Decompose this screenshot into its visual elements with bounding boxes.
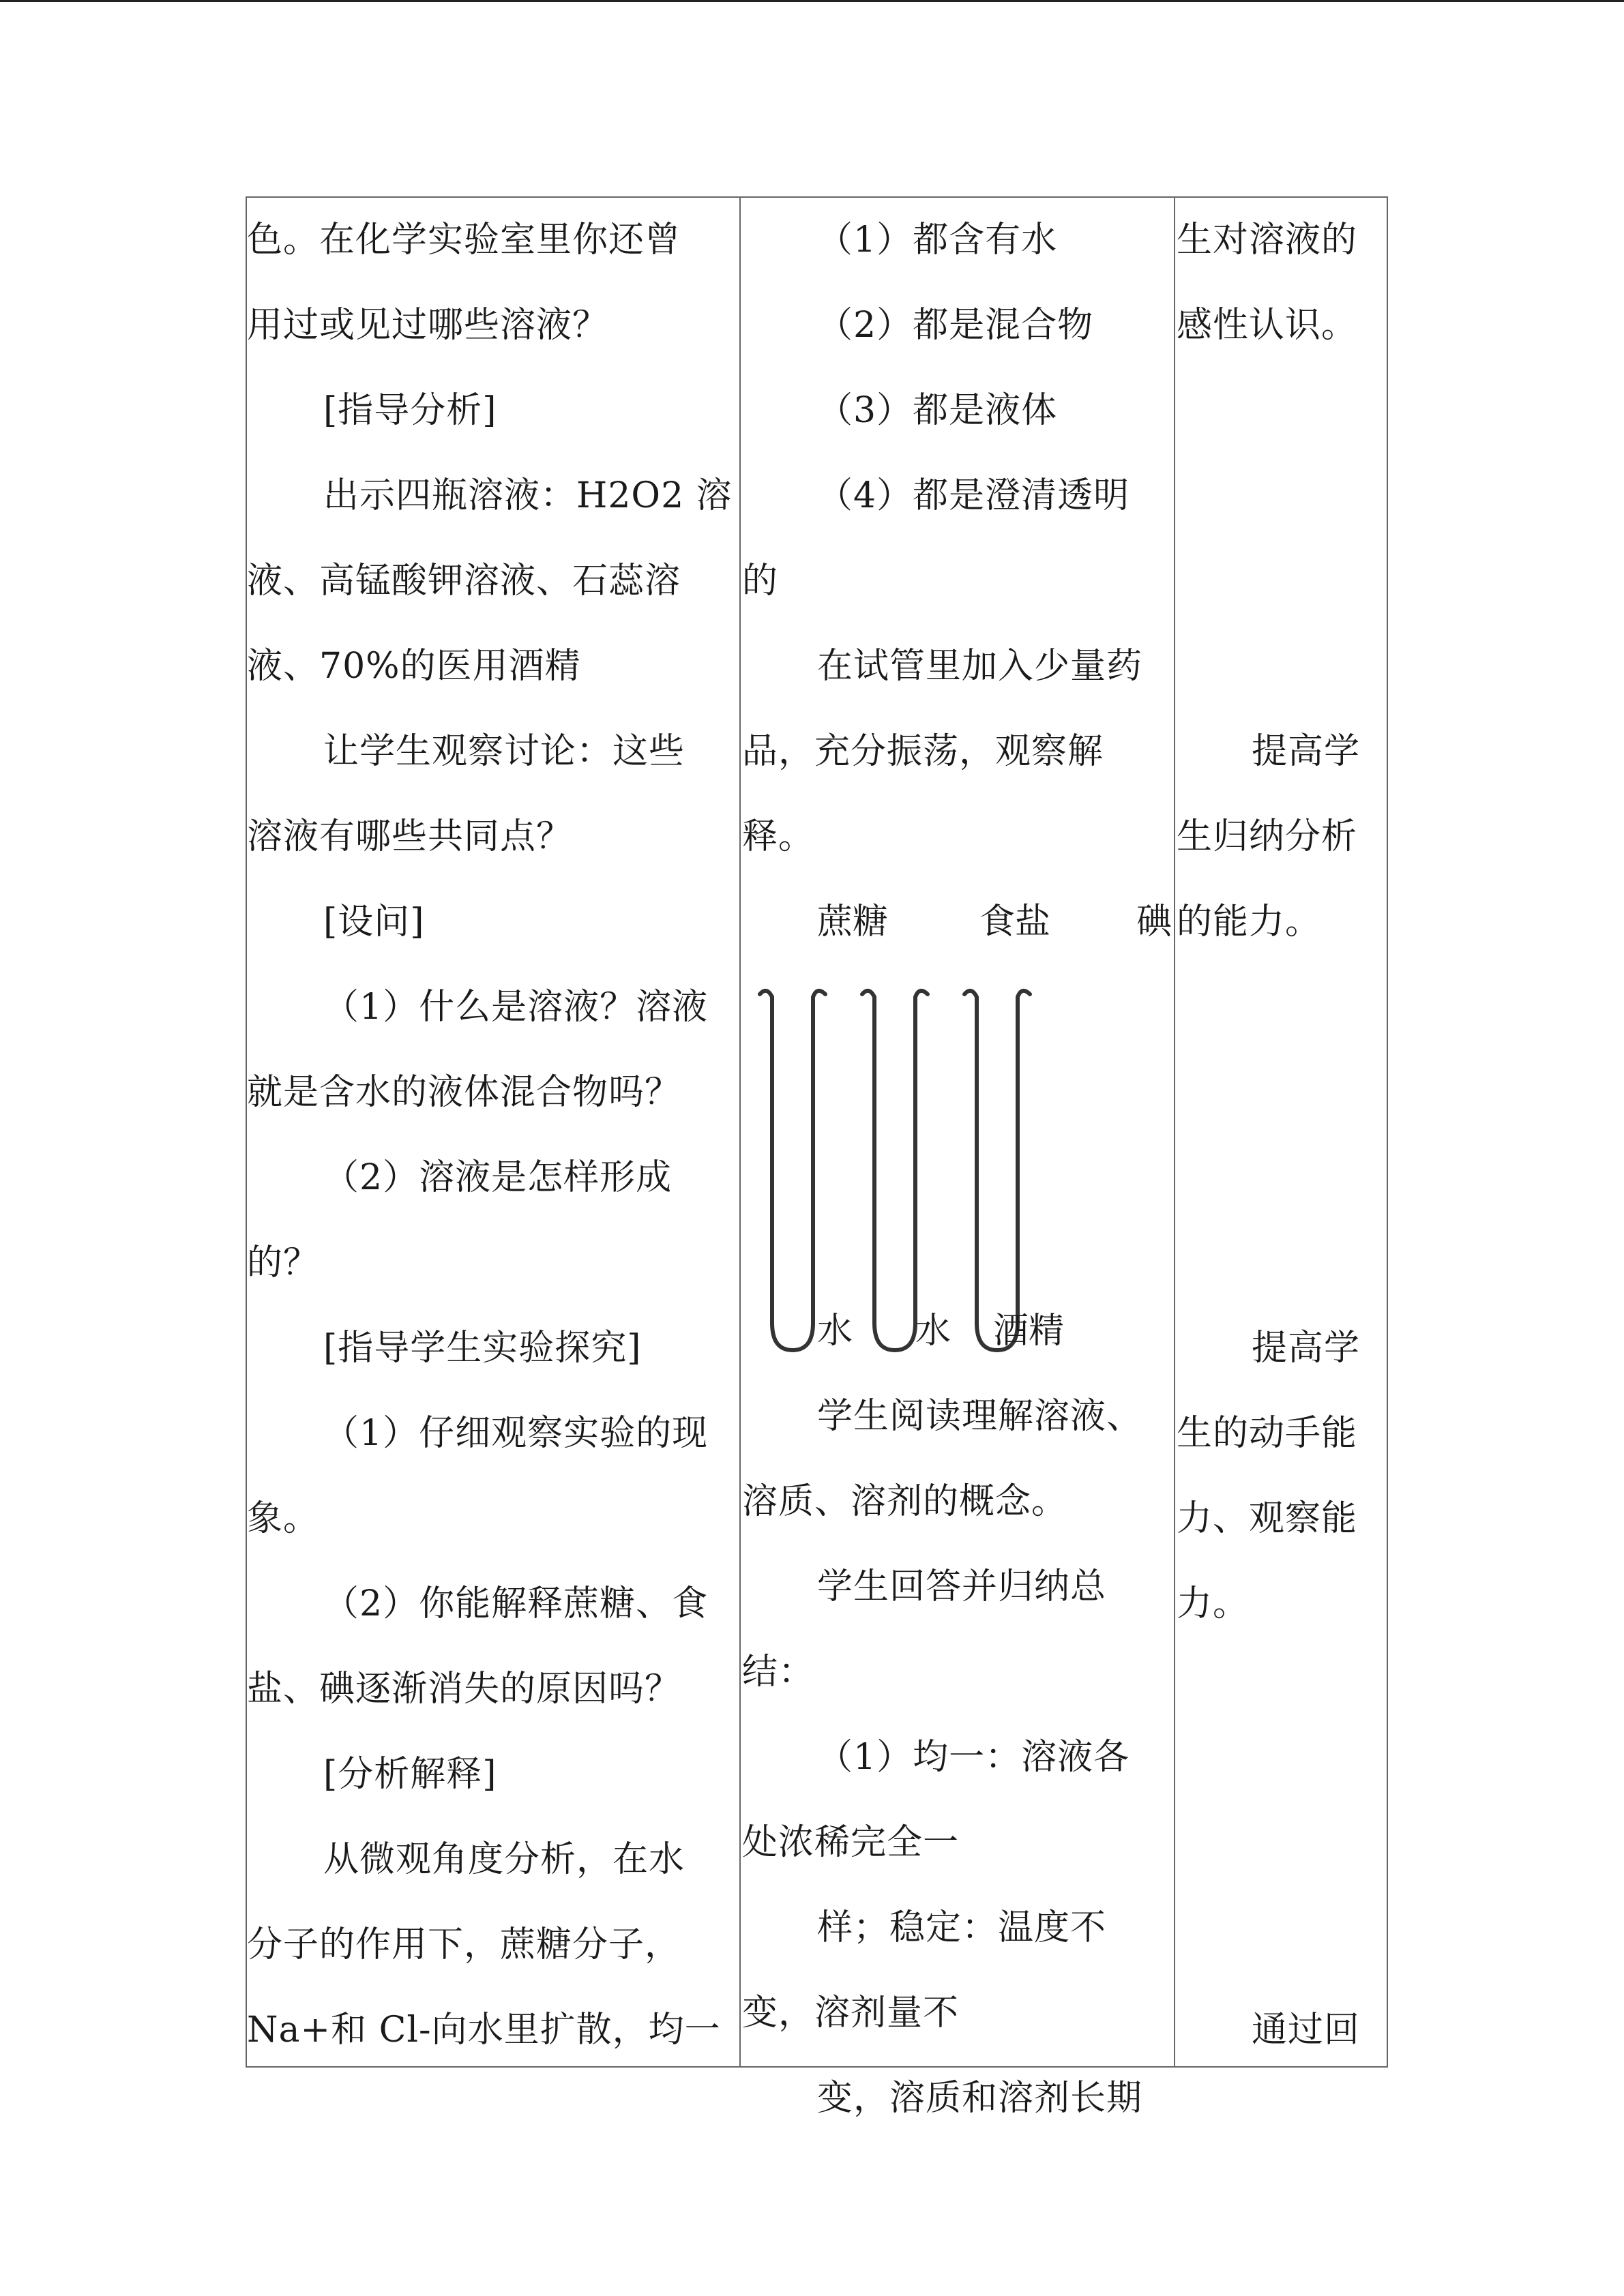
tube-label-salt: 食盐 xyxy=(979,901,1051,942)
teacher-line: （1）什么是溶液？溶液 xyxy=(323,987,709,1028)
test-tube-icon xyxy=(760,991,825,1350)
test-tubes-illustration xyxy=(752,982,1038,1364)
teacher-line: 分子的作用下，蔗糖分子， xyxy=(247,1924,681,1965)
teacher-line: 溶液有哪些共同点？ xyxy=(247,816,573,857)
student-line: 学生回答并归纳总 xyxy=(817,1566,1107,1607)
tube-label-iodine: 碘 xyxy=(1136,901,1172,942)
intent-line: 生归纳分析 xyxy=(1177,816,1358,857)
teacher-line: Na+和 Cl-向水里扩散，均一 xyxy=(247,2010,721,2051)
teacher-line: 用过或见过哪些溶液？ xyxy=(247,305,609,346)
student-line: 处浓稀完全一 xyxy=(742,1822,960,1863)
design-intent-column xyxy=(1175,198,1387,2066)
intent-line: 力、观察能 xyxy=(1177,1498,1358,1539)
tube-label-sucrose: 蔗糖 xyxy=(817,901,889,942)
teacher-line: 从微观角度分析，在水 xyxy=(323,1839,685,1880)
teacher-line: 出示四瓶溶液：H2O2 溶 xyxy=(323,475,733,516)
teacher-line: 象。 xyxy=(247,1498,320,1539)
intent-line: 提高学 xyxy=(1252,731,1361,772)
teacher-line: 液、高锰酸钾溶液、石蕊溶 xyxy=(247,561,681,601)
teacher-line: （2）你能解释蔗糖、食 xyxy=(323,1583,709,1624)
student-line: 变，溶质和溶剂长期 xyxy=(817,2078,1143,2119)
student-line: 的 xyxy=(742,561,779,601)
page-top-border xyxy=(0,0,1624,2)
lesson-plan-table xyxy=(246,196,1388,2119)
teacher-line: （1）仔细观察实验的现 xyxy=(323,1413,709,1454)
teacher-line: 就是含水的液体混合物吗？ xyxy=(247,1072,681,1113)
intent-line: 生对溶液的 xyxy=(1177,220,1358,260)
intent-line: 的能力。 xyxy=(1177,901,1322,942)
student-line: 样；稳定：温度不 xyxy=(817,1907,1107,1948)
student-line: 学生阅读理解溶液、 xyxy=(817,1396,1143,1437)
student-line: 变，溶剂量不 xyxy=(742,1993,960,2033)
student-line: （2）都是混合物 xyxy=(817,305,1094,346)
teacher-line: 色。在化学实验室里你还曾 xyxy=(247,220,681,260)
student-line: 释。 xyxy=(742,816,815,857)
student-line: （4）都是澄清透明 xyxy=(817,475,1130,516)
intent-line: 感性认识。 xyxy=(1177,305,1358,346)
intent-line: 生的动手能 xyxy=(1177,1413,1358,1454)
tube-label-water-2: 水 xyxy=(915,1311,951,1352)
teacher-line: 的？ xyxy=(247,1242,320,1283)
teacher-heading: [设问] xyxy=(323,901,425,942)
student-activity-column xyxy=(741,198,1175,2119)
teacher-activity-column xyxy=(247,198,741,2066)
teacher-line: （2）溶液是怎样形成 xyxy=(323,1157,673,1198)
intent-line: 力。 xyxy=(1177,1583,1250,1624)
teacher-heading: [指导学生实验探究] xyxy=(323,1328,642,1369)
teacher-line: 液、70%的医用酒精 xyxy=(247,646,581,687)
student-line: 结： xyxy=(742,1652,815,1693)
teacher-line: 让学生观察讨论：这些 xyxy=(323,731,685,772)
student-line: （3）都是液体 xyxy=(817,390,1058,431)
intent-line: 通过回 xyxy=(1252,2010,1361,2051)
student-line: 品，充分振荡，观察解 xyxy=(742,731,1104,772)
intent-line: 提高学 xyxy=(1252,1328,1361,1369)
tube-label-alcohol: 酒精 xyxy=(993,1311,1065,1352)
teacher-heading: [指导分析] xyxy=(323,390,497,431)
test-tube-icon xyxy=(862,991,928,1350)
teacher-heading: [分析解释] xyxy=(323,1754,497,1795)
teacher-line: 盐、碘逐渐消失的原因吗？ xyxy=(247,1669,681,1710)
student-line: 在试管里加入少量药 xyxy=(817,646,1143,687)
student-line: （1）都含有水 xyxy=(817,220,1058,260)
tube-label-water-1: 水 xyxy=(817,1311,853,1352)
test-tube-icon xyxy=(964,991,1030,1350)
student-line: （1）均一：溶液各 xyxy=(817,1737,1130,1778)
student-line: 溶质、溶剂的概念。 xyxy=(742,1481,1068,1522)
